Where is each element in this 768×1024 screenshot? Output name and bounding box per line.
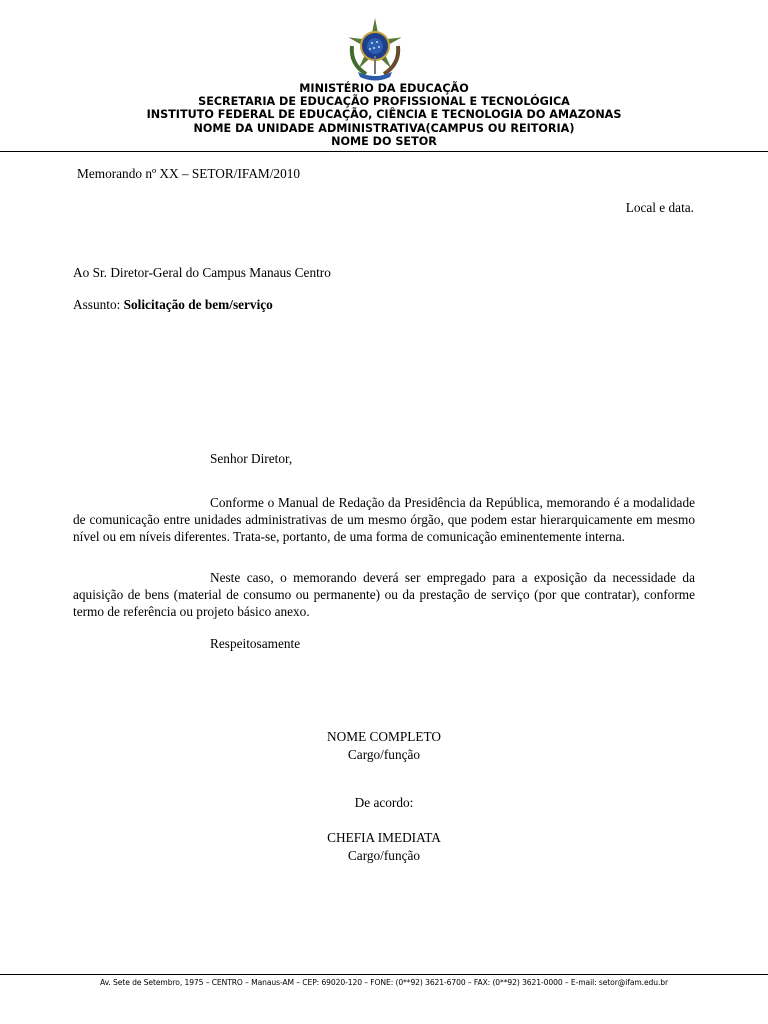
salutation: Senhor Diretor, <box>210 451 293 466</box>
subject-value: Solicitação de bem/serviço <box>123 297 273 312</box>
footer-divider <box>0 974 768 975</box>
local-date: Local e data. <box>625 200 694 215</box>
letterhead-ministry: MINISTÉRIO DA EDUCAÇÃO <box>299 82 469 95</box>
body-paragraph: Neste caso, o memorando deverá ser empregado para a exposição da necessidade da aquisição de bens (material de consumo ou permanente) ou da prestação de serviço (por que contratar), conforme termo de referência ou projeto básico anexo. <box>73 570 695 620</box>
signature-name: NOME COMPLETO <box>327 729 441 744</box>
subject-label: Assunto: <box>73 297 124 312</box>
header-divider <box>0 151 768 152</box>
letterhead-institute: INSTITUTO FEDERAL DE EDUCAÇÃO, CIÊNCIA E TECNOLOGIA DO AMAZONAS <box>146 108 622 122</box>
body-paragraph: Conforme o Manual de Redação da Presidência da República, memorando é a modalidade de comunicação entre unidades administrativas de um mesmo órgão, que podem estar hierarquicamente em mesmo nível ou em níveis diferentes. Trata-se, portanto, de uma forma de comunicação eminentemente interna. <box>73 495 695 545</box>
recipient: Ao Sr. Diretor-Geral do Campus Manaus Centro <box>73 265 331 280</box>
memo-number: Memorando nº XX – SETOR/IFAM/2010 <box>77 166 301 181</box>
closing: Respeitosamente <box>210 636 301 651</box>
brazil-coat-of-arms-icon <box>344 16 406 82</box>
agreement-label: De acordo: <box>354 795 414 810</box>
letterhead-unit: NOME DA UNIDADE ADMINISTRATIVA(CAMPUS OU REITORIA) <box>193 121 575 135</box>
approver-block <box>0 829 768 864</box>
letterhead-sector: NOME DO SETOR <box>331 134 437 148</box>
letterhead-secretariat: SECRETARIA DE EDUCAÇÃO PROFISSIONAL E TECNOLÓGICA <box>198 95 570 109</box>
subject-line <box>73 297 273 313</box>
signature-block <box>0 728 768 763</box>
signature-role: Cargo/função <box>347 746 421 762</box>
letterhead <box>0 82 768 148</box>
footer-address: Av. Sete de Setembro, 1975 – CENTRO – Manaus-AM – CEP: 69020-120 – FONE: (0**92) 3621-6700 – FAX: (0**92) 3621-0000 – E-mail: setor@ifam.edu.br <box>99 978 669 987</box>
approver-role: Cargo/função <box>347 847 421 863</box>
approver-name: CHEFIA IMEDIATA <box>327 830 441 845</box>
